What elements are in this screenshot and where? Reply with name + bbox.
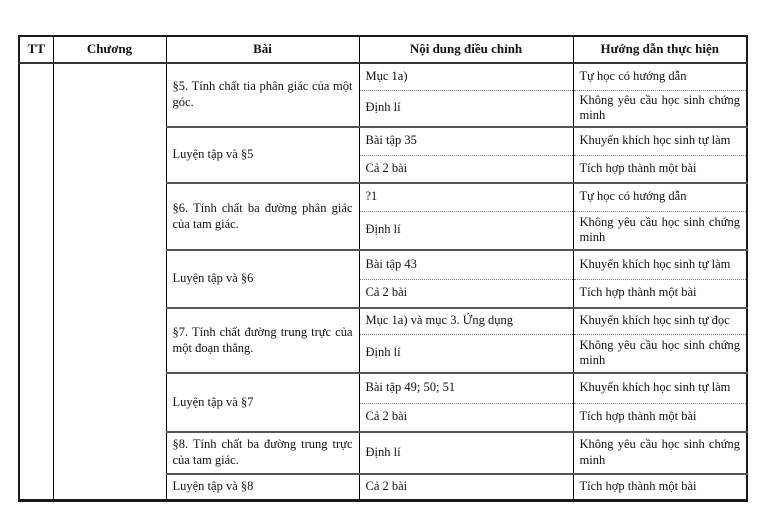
curriculum-adjustment-table: [18, 35, 748, 502]
guidance-cell: Không yêu cầu học sinh chứng minh: [573, 90, 747, 127]
content-cell: Bài tập 35: [359, 127, 573, 155]
content-cell: Định lí: [359, 90, 573, 127]
guidance-cell: Tích hợp thành một bài: [573, 403, 747, 432]
guidance-cell: Tích hợp thành một bài: [573, 474, 747, 500]
content-cell: Cả 2 bài: [359, 403, 573, 432]
header-tt: TT: [19, 36, 53, 63]
tt-cell: [19, 63, 53, 500]
guidance-cell: Không yêu cầu học sinh chứng minh: [573, 211, 747, 250]
header-bai: Bài: [166, 36, 359, 63]
content-cell: Định lí: [359, 432, 573, 474]
bai-cell: §8. Tính chất ba đường trung trực của tam giác.: [166, 432, 359, 474]
content-cell: Cả 2 bài: [359, 155, 573, 183]
chuong-cell: [53, 63, 166, 500]
table-row: [19, 63, 747, 90]
guidance-cell: Khuyến khích học sinh tự làm: [573, 250, 747, 279]
guidance-cell: Khuyến khích học sinh tự đọc: [573, 308, 747, 334]
bai-cell: Luyện tập và §8: [166, 474, 359, 500]
header-noi-dung-dieu-chinh: Nội dung điều chỉnh: [359, 36, 573, 63]
bai-cell: §6. Tính chất ba đường phân giác của tam giác.: [166, 183, 359, 250]
header-chuong: Chương: [53, 36, 166, 63]
content-cell: Mục 1a) và mục 3. Ứng dụng: [359, 308, 573, 334]
content-cell: Cả 2 bài: [359, 474, 573, 500]
bai-cell: §5. Tính chất tia phân giác của một góc.: [166, 63, 359, 127]
guidance-cell: Tự học có hướng dẫn: [573, 183, 747, 211]
guidance-cell: Không yêu cầu học sinh chứng minh: [573, 432, 747, 474]
guidance-cell: Khuyến khích học sinh tự làm: [573, 127, 747, 155]
bai-cell: Luyện tập và §6: [166, 250, 359, 308]
guidance-cell: Không yêu cầu học sinh chứng minh: [573, 334, 747, 373]
content-cell: Bài tập 49; 50; 51: [359, 373, 573, 403]
bai-cell: Luyện tập và §5: [166, 127, 359, 183]
table-header-row: [19, 36, 747, 63]
guidance-cell: Tích hợp thành một bài: [573, 155, 747, 183]
bai-cell: Luyện tập và §7: [166, 373, 359, 432]
header-huong-dan-thuc-hien: Hướng dẫn thực hiện: [573, 36, 747, 63]
guidance-cell: Tự học có hướng dẫn: [573, 63, 747, 90]
content-cell: Định lí: [359, 211, 573, 250]
guidance-cell: Khuyến khích học sinh tự làm: [573, 373, 747, 403]
bai-cell: §7. Tính chất đường trung trực của một đoạn thẳng.: [166, 308, 359, 373]
content-cell: Bài tập 43: [359, 250, 573, 279]
content-cell: Định lí: [359, 334, 573, 373]
guidance-cell: Tích hợp thành một bài: [573, 279, 747, 308]
content-cell: Mục 1a): [359, 63, 573, 90]
content-cell: ?1: [359, 183, 573, 211]
content-cell: Cả 2 bài: [359, 279, 573, 308]
